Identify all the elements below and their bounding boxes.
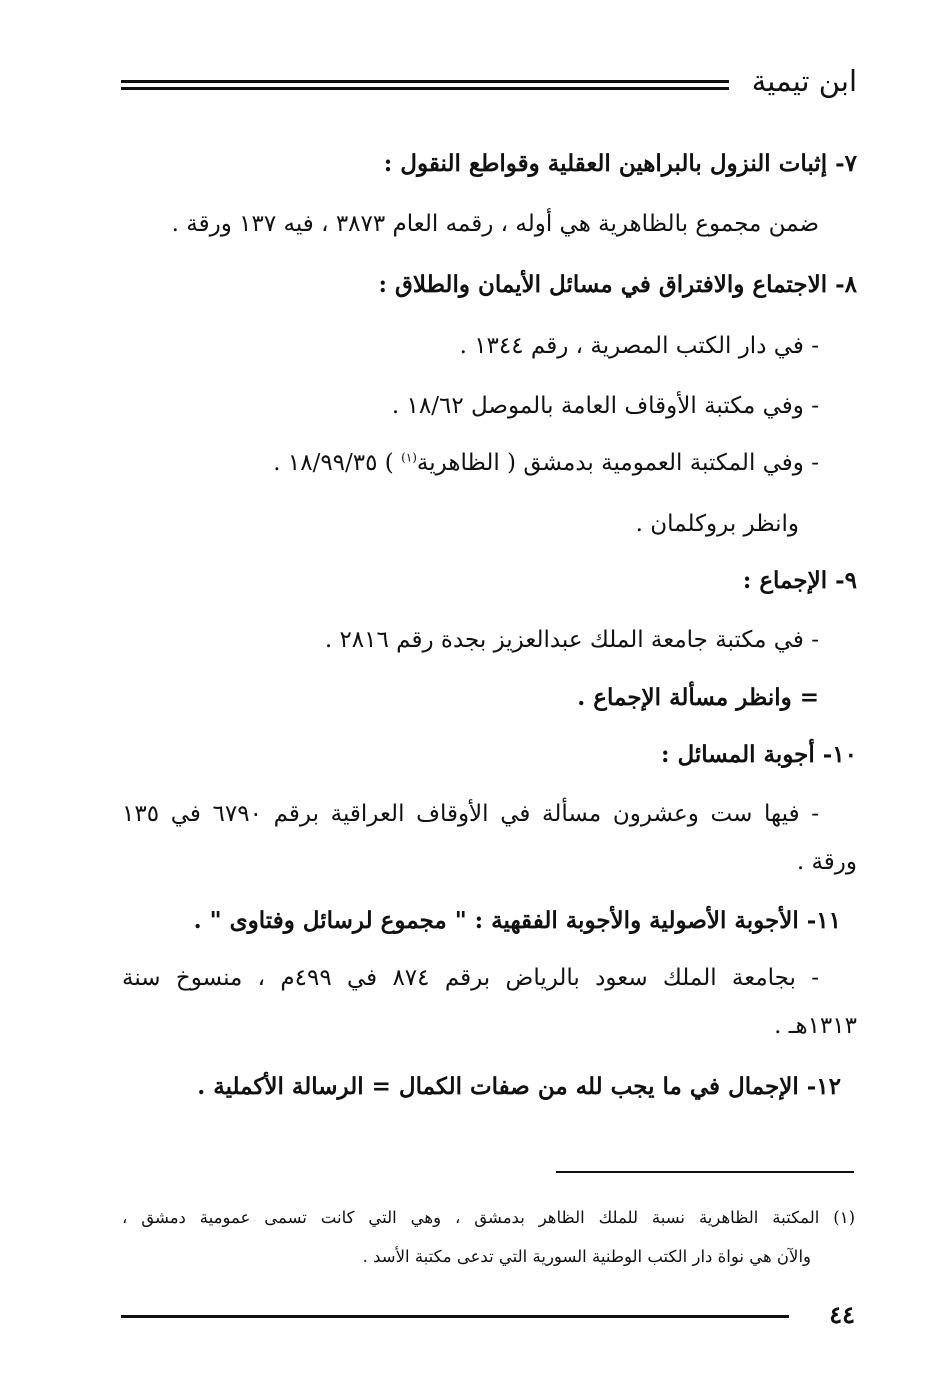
item-10-title: ١٠- أجوبة المسائل :	[660, 741, 857, 768]
item-8-entry-mosul: - وفي مكتبة الأوقاف العامة بالموصل ١٨/٦٢ .	[391, 393, 819, 419]
item-9-entry-jeddah: - في مكتبة جامعة الملك عبدالعزيز بجدة رقم ٢٨١٦ .	[324, 627, 819, 653]
item-11-title: ١١- الأجوبة الأصولية والأجوبة الفقهية : " مجموع لرسائل وفتاوى " .	[193, 907, 841, 934]
item-8-entry-damascus	[273, 450, 819, 476]
header-rule-bottom	[121, 87, 729, 90]
item-8-title: ٨- الاجتماع والافتراق في مسائل الأيمان والطلاق :	[378, 271, 857, 298]
item-10-entry-line-1: - فيها ست وعشرون مسألة في الأوقاف العراقية برقم ٦٧٩٠ في ١٣٥	[122, 801, 819, 827]
footnote-reference: (١)	[401, 450, 417, 465]
item-11-entry-line-2: ١٣١٣هـ .	[774, 1013, 857, 1039]
page-number: ٤٤	[829, 1300, 855, 1329]
running-header-title: ابن تيمية	[751, 64, 857, 98]
item-7-title: ٧- إثبات النزول بالبراهين العقلية وقواطع النقول :	[383, 150, 857, 177]
item-9-title: ٩- الإجماع :	[742, 567, 857, 594]
footer-rule	[121, 1315, 789, 1318]
item-7-description: ضمن مجموع بالظاهرية هي أوله ، رقمه العام ٣٨٧٣ ، فيه ١٣٧ ورقة .	[171, 211, 819, 237]
item-8-entry-egypt: - في دار الكتب المصرية ، رقم ١٣٤٤ .	[459, 333, 819, 359]
item-8-damascus-number: ) ١٨/٩٩/٣٥ .	[273, 450, 402, 476]
item-10-entry-line-2: ورقة .	[796, 849, 857, 875]
item-12-title: ١٢- الإجمال في ما يجب لله من صفات الكمال = الرسالة الأكملية .	[197, 1073, 841, 1100]
item-11-entry-line-1: - بجامعة الملك سعود بالرياض برقم ٨٧٤ في ٤٩٩م ، منسوخ سنة	[122, 965, 819, 991]
header-rule-top	[121, 80, 729, 83]
item-8-see-brockelmann: وانظر بروكلمان .	[635, 511, 799, 537]
footnote-line-1: (١) المكتبة الظاهرية نسبة للملك الظاهر بدمشق ، وهي التي كانت تسمى عمومية دمشق ،	[122, 1208, 855, 1227]
footnote-separator	[556, 1171, 854, 1173]
item-8-damascus-text: - وفي المكتبة العمومية بدمشق ( الظاهرية	[416, 450, 819, 476]
footnote-line-2: والآن هي نواة دار الكتب الوطنية السورية التي تدعى مكتبة الأسد .	[362, 1247, 811, 1266]
item-9-cross-reference: = وانظر مسألة الإجماع .	[577, 684, 819, 711]
